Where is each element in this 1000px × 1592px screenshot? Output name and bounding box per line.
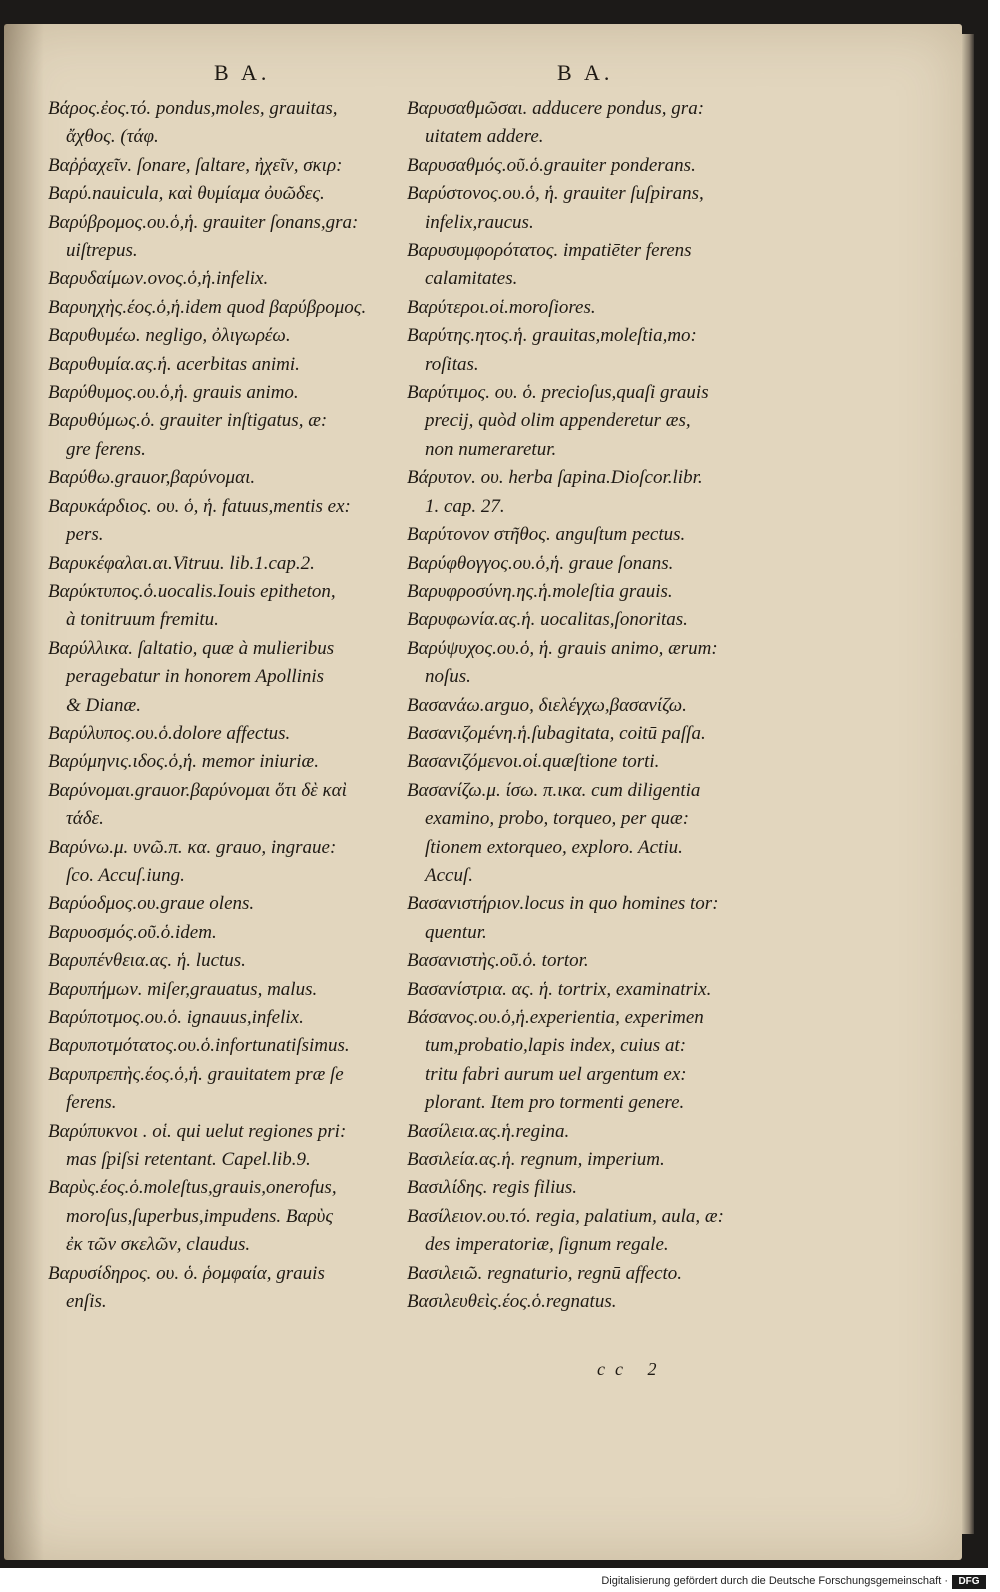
entry-headline: Βαρύμηνις.ιδος.ὁ,ἡ. memor iniuriæ. xyxy=(48,751,319,773)
dictionary-entry xyxy=(48,379,400,407)
dictionary-entry xyxy=(48,95,400,152)
dictionary-entry xyxy=(407,748,772,776)
running-header-left: B A. xyxy=(214,60,271,85)
entry-headline: Βασανίζω.μ. ίσω. π.ικα. cum diligentia xyxy=(407,779,701,801)
dictionary-entry xyxy=(407,1174,772,1202)
entry-headline: Βασίλεια.ας.ἡ.regina. xyxy=(407,1120,570,1142)
dictionary-entry xyxy=(48,1174,400,1259)
dictionary-entry xyxy=(407,720,772,748)
entry-headline: Βαρυπήμων. miſer,grauatus, malus. xyxy=(48,978,318,1000)
dictionary-entry xyxy=(48,720,400,748)
entry-continuation: examino, probo, torqueo, per quæ: xyxy=(425,808,690,830)
entry-headline: Βαρύτης.ητος.ἡ. grauitas,moleſtia,mo: xyxy=(407,325,697,347)
entry-continuation: & Dianæ. xyxy=(66,694,141,716)
entry-headline: Βαρυσαθμῶσαι. adducere pondus, gra: xyxy=(407,98,705,119)
dictionary-entry xyxy=(48,976,400,1004)
entry-continuation: ferens. xyxy=(66,1092,117,1114)
dictionary-entry xyxy=(48,919,400,947)
entry-headline: Βαρύφθογγος.ου.ὁ,ἡ. graue ſonans. xyxy=(407,552,674,574)
page-gutter-shadow xyxy=(4,24,44,1560)
entry-continuation: τάδε. xyxy=(66,808,104,830)
entry-headline: Βαρύθω.grauor,βαρύνομαι. xyxy=(48,467,256,489)
dictionary-entry xyxy=(48,578,400,635)
entry-continuation: noſus. xyxy=(425,666,471,688)
entry-headline: Βαρυφωνία.ας.ἡ. uocalitas,ſonoritas. xyxy=(407,609,688,631)
entry-continuation: 1. cap. 27. xyxy=(425,495,505,517)
entry-headline: Βαρυποτμότατος.ου.ὁ.infortunatiſsimus. xyxy=(48,1035,350,1057)
dictionary-entry xyxy=(407,379,772,464)
entry-headline: Βαρύνω.μ. υνῶ.π. κα. grauo, ingraue: xyxy=(48,836,337,858)
dictionary-entry xyxy=(48,294,400,322)
entry-headline: Βαρυσαθμός.οῦ.ὁ.grauiter ponderans. xyxy=(407,154,696,176)
dictionary-entry xyxy=(407,1203,772,1260)
dictionary-entry xyxy=(407,890,772,947)
dictionary-entry xyxy=(48,748,400,776)
dictionary-entry xyxy=(48,1118,400,1175)
dictionary-entry xyxy=(48,1032,400,1060)
dictionary-entry xyxy=(407,692,772,720)
dictionary-entry xyxy=(407,947,772,975)
entry-headline: Βασανιστὴς.οῦ.ὁ. tortor. xyxy=(407,950,589,972)
dictionary-entry xyxy=(407,606,772,634)
dictionary-entry xyxy=(407,1118,772,1146)
entry-continuation: pers. xyxy=(66,524,104,546)
entry-headline: Βαρύλλικα. ſaltatio, quæ à mulieribus xyxy=(48,637,335,659)
running-header-right: B A. xyxy=(557,60,614,85)
right-column xyxy=(407,95,772,1316)
entry-continuation: uiſtrepus. xyxy=(66,240,138,262)
entry-headline: Βαρύψυχος.ου.ὁ, ἡ. grauis animo, ærum: xyxy=(407,637,718,659)
entry-continuation: ἐκ τῶν σκελῶν, claudus. xyxy=(66,1234,251,1256)
entry-headline: Βασανιζόμενοι.οἱ.quæſtione torti. xyxy=(407,751,660,773)
dictionary-entry xyxy=(48,209,400,266)
entry-headline: Βαρυφροσύνη.ης.ἡ.moleſtia grauis. xyxy=(407,580,673,602)
dictionary-entry xyxy=(48,493,400,550)
entry-continuation: moroſus,ſuperbus,impudens. Βαρὺς xyxy=(66,1205,334,1227)
entry-continuation: quentur. xyxy=(425,921,487,943)
entry-headline: Βάρος.ἐος.τό. pondus,moles, grauitas, xyxy=(48,98,338,119)
dfg-logo: DFG xyxy=(952,1575,986,1589)
dictionary-entry xyxy=(48,834,400,891)
entry-headline: Βαρυθυμέω. negligo, ὀλιγωρέω. xyxy=(48,325,291,347)
left-column xyxy=(48,95,400,1316)
footer-bar xyxy=(0,1574,1000,1592)
entry-headline: Βαρυπένθεια.ας. ἡ. luctus. xyxy=(48,950,246,972)
entry-headline: Βαρυσυμφορότατος. impatiēter ferens xyxy=(407,240,692,262)
entry-headline: Βαρυθύμως.ὁ. grauiter inſtigatus, æ: xyxy=(48,410,328,432)
dictionary-entry xyxy=(407,1146,772,1174)
dictionary-entry xyxy=(407,521,772,549)
entry-continuation: uitatem addere. xyxy=(425,126,544,148)
signature-mark: cc 2 xyxy=(597,1359,667,1379)
entry-headline: Βαρύκτυπος.ὁ.uocalis.Iouis epitheton, xyxy=(48,580,336,602)
entry-headline: Βαρύ.nauicula, καὶ θυμίαμα ὀυῶδες. xyxy=(48,183,325,205)
entry-continuation: tritu fabri aurum uel argentum ex: xyxy=(425,1063,687,1085)
entry-headline: Βαρύτιμος. ου. ὁ. precioſus,quaſi grauis xyxy=(407,382,709,404)
entry-continuation: Accuſ. xyxy=(425,864,474,886)
dictionary-entry xyxy=(407,237,772,294)
entry-continuation: ſco. Accuſ.iung. xyxy=(66,864,185,886)
entry-headline: Βασίλειον.ου.τό. regia, palatium, aula, æ: xyxy=(407,1205,724,1227)
dictionary-entry xyxy=(407,322,772,379)
entry-continuation: infelix,raucus. xyxy=(425,211,534,233)
entry-headline: Βασανιστήριον.locus in quo homines tor: xyxy=(407,893,719,915)
entry-headline: Βαρυκέφαλαι.αι.Vitruu. lib.1.cap.2. xyxy=(48,552,315,574)
entry-headline: Βαρύβρομος.ου.ὁ,ἡ. grauiter ſonans,gra: xyxy=(48,211,359,233)
dictionary-entry xyxy=(407,152,772,180)
dictionary-entry xyxy=(48,407,400,464)
entry-continuation: des imperatoriæ, ſignum regale. xyxy=(425,1234,669,1256)
entry-headline: Βαρύθυμος.ου.ὁ,ἡ. grauis animo. xyxy=(48,382,299,404)
entry-continuation: ἄχθος. (τάφ. xyxy=(66,126,159,148)
entry-continuation: peragebatur in honorem Apollinis xyxy=(66,666,325,688)
dictionary-entry xyxy=(407,777,772,891)
entry-headline: Βαρύποτμος.ου.ὁ. ignauus,infelix. xyxy=(48,1007,304,1028)
dictionary-entry xyxy=(407,180,772,237)
dictionary-entry xyxy=(407,550,772,578)
dictionary-entry xyxy=(48,152,400,180)
entry-headline: Βαρύλυπος.ου.ὁ.dolore affectus. xyxy=(48,722,291,744)
dictionary-entry xyxy=(48,635,400,720)
entry-headline: Βαῤῥαχεῖν. ſonare, ſaltare, ἠχεῖν, σκιρ: xyxy=(48,154,343,176)
dictionary-entry xyxy=(407,578,772,606)
dictionary-entry xyxy=(48,265,400,293)
entry-continuation: mas ſpiſsi retentant. Capel.lib.9. xyxy=(66,1149,311,1171)
dictionary-entry xyxy=(407,464,772,521)
entry-continuation: non numeraretur. xyxy=(425,438,557,460)
entry-headline: Βαρυσίδηρος. ου. ὁ. ῥομφαία, grauis xyxy=(48,1262,325,1284)
entry-headline: Βαρυηχὴς.έος.ὁ,ἡ.idem quod βαρύβρομος. xyxy=(48,296,367,318)
entry-headline: Βασανάω.arguo, διελέγχω,βασανίζω. xyxy=(407,694,687,716)
entry-headline: Βάρυτον. ου. herba ſapina.Dioſcor.libr. xyxy=(407,467,703,489)
dictionary-entry xyxy=(48,947,400,975)
dictionary-entry xyxy=(48,550,400,578)
dictionary-entry xyxy=(48,464,400,492)
dictionary-entry xyxy=(48,890,400,918)
entry-headline: Βασανιζομένη.ἡ.ſubagitata, coitū paſſa. xyxy=(407,722,706,744)
dictionary-entry xyxy=(48,351,400,379)
entry-headline: Βασιλειῶ. regnaturio, regnū affecto. xyxy=(407,1262,683,1284)
entry-headline: Βαρύτονον στῆθος. anguſtum pectus. xyxy=(407,524,686,546)
entry-continuation: roſitas. xyxy=(425,353,479,375)
page-edge xyxy=(962,34,974,1534)
dictionary-entry xyxy=(407,95,772,152)
dictionary-entry xyxy=(407,1004,772,1118)
dictionary-entry xyxy=(407,635,772,692)
entry-headline: Βαρυθυμία.ας.ἡ. acerbitas animi. xyxy=(48,353,300,375)
dictionary-entry xyxy=(407,1288,772,1316)
entry-headline: Βασιλευθεὶς.έος.ὁ.regnatus. xyxy=(407,1291,617,1313)
entry-continuation: tum,probatio,lapis index, cuius at: xyxy=(425,1035,687,1057)
entry-headline: Βαρύοδμος.ου.graue olens. xyxy=(48,893,255,915)
dictionary-entry xyxy=(48,1260,400,1317)
footer-credit: Digitalisierung gefördert durch die Deutsche Forschungsgemeinschaft · xyxy=(601,1575,948,1587)
entry-headline: Βαρυοσμός.οῦ.ὁ.idem. xyxy=(48,921,217,943)
entry-headline: Βαρυκάρδιος. ου. ὁ, ἡ. fatuus,mentis ex: xyxy=(48,495,351,517)
entry-headline: Βαρύστονος.ου.ὁ, ἡ. grauiter ſuſpirans, xyxy=(407,183,704,205)
dictionary-entry xyxy=(48,1004,400,1032)
entry-headline: Βαρὺς.έος.ὁ.moleſtus,grauis,onerofus, xyxy=(48,1177,337,1199)
entry-headline: Βαρύνομαι.grauor.βαρύνομαι ὅτι δὲ καὶ xyxy=(48,779,347,801)
entry-headline: Βασιλίδης. regis filius. xyxy=(407,1177,578,1199)
dictionary-entry xyxy=(407,976,772,1004)
entry-continuation: precij, quòd olim appenderetur æs, xyxy=(425,410,691,432)
entry-continuation: gre ferens. xyxy=(66,438,146,460)
entry-headline: Βάσανος.ου.ὁ,ἡ.experientia, experimen xyxy=(407,1007,704,1028)
entry-headline: Βασιλεία.ας.ἡ. regnum, imperium. xyxy=(407,1149,665,1171)
dictionary-entry xyxy=(48,777,400,834)
entry-continuation: enſis. xyxy=(66,1291,107,1313)
entry-headline: Βαρύτεροι.οἱ.moroſiores. xyxy=(407,296,596,318)
dictionary-entry xyxy=(48,322,400,350)
entry-continuation: plorant. Item pro tormenti genere. xyxy=(425,1092,685,1114)
entry-continuation: à tonitruum fremitu. xyxy=(66,609,219,631)
entry-continuation: calamitates. xyxy=(425,268,518,290)
dictionary-entry xyxy=(48,180,400,208)
entry-headline: Βαρυπρεπὴς.έος.ὁ,ἡ. grauitatem præ ſe xyxy=(48,1063,344,1085)
dictionary-entry xyxy=(407,1260,772,1288)
entry-headline: Βαρυδαίμων.ονος.ὁ,ἡ.infelix. xyxy=(48,268,269,290)
entry-headline: Βασανίστρια. ας. ἡ. tortrix, examinatrix. xyxy=(407,978,712,1000)
entry-headline: Βαρύπυκνοι . οἱ. qui uelut regiones pri: xyxy=(48,1120,347,1142)
dictionary-entry xyxy=(48,1061,400,1118)
entry-continuation: ſtionem extorqueo, exploro. Actiu. xyxy=(425,836,683,858)
dictionary-entry xyxy=(407,294,772,322)
